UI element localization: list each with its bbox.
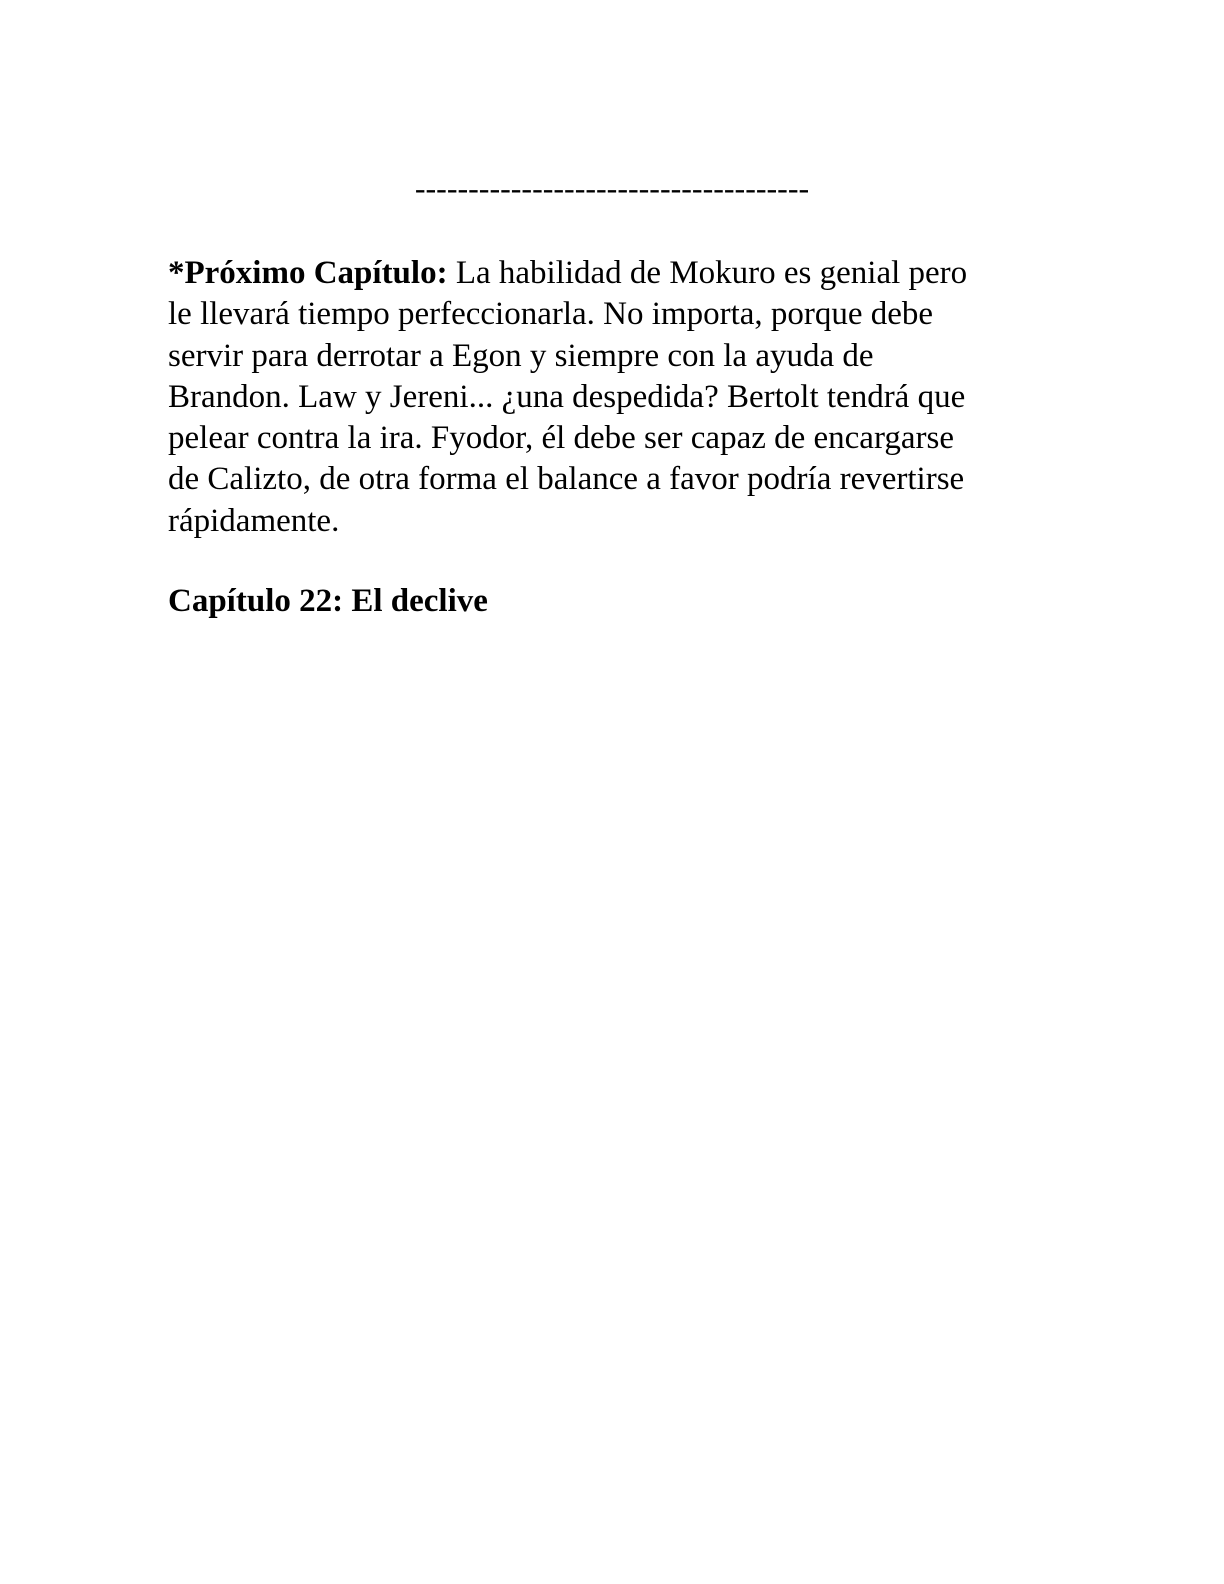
section-separator: ------------------------------------- (414, 170, 810, 206)
teaser-line-1 (168, 253, 1048, 294)
teaser-line-4: Brandon. Law y Jereni... ¿una despedida? Bertolt tendrá que (168, 378, 966, 415)
teaser-line-5: pelear contra la ira. Fyodor, él debe ser capaz de encargarse (168, 420, 954, 457)
teaser-line-3: servir para derrotar a Egon y siempre con la ayuda de (168, 337, 874, 374)
teaser-line-2: le llevará tiempo perfeccionarla. No importa, porque debe (168, 296, 934, 333)
teaser-line-7: rápidamente. (168, 502, 340, 539)
teaser-text: La habilidad de Mokuro es genial pero (447, 255, 968, 291)
teaser-line-6: de Calizto, de otra forma el balance a favor podría revertirse (168, 461, 965, 498)
chapter-title: Capítulo 22: El declive (168, 583, 488, 619)
next-chapter-teaser (168, 253, 1048, 542)
teaser-label: *Próximo Capítulo: (168, 255, 448, 291)
